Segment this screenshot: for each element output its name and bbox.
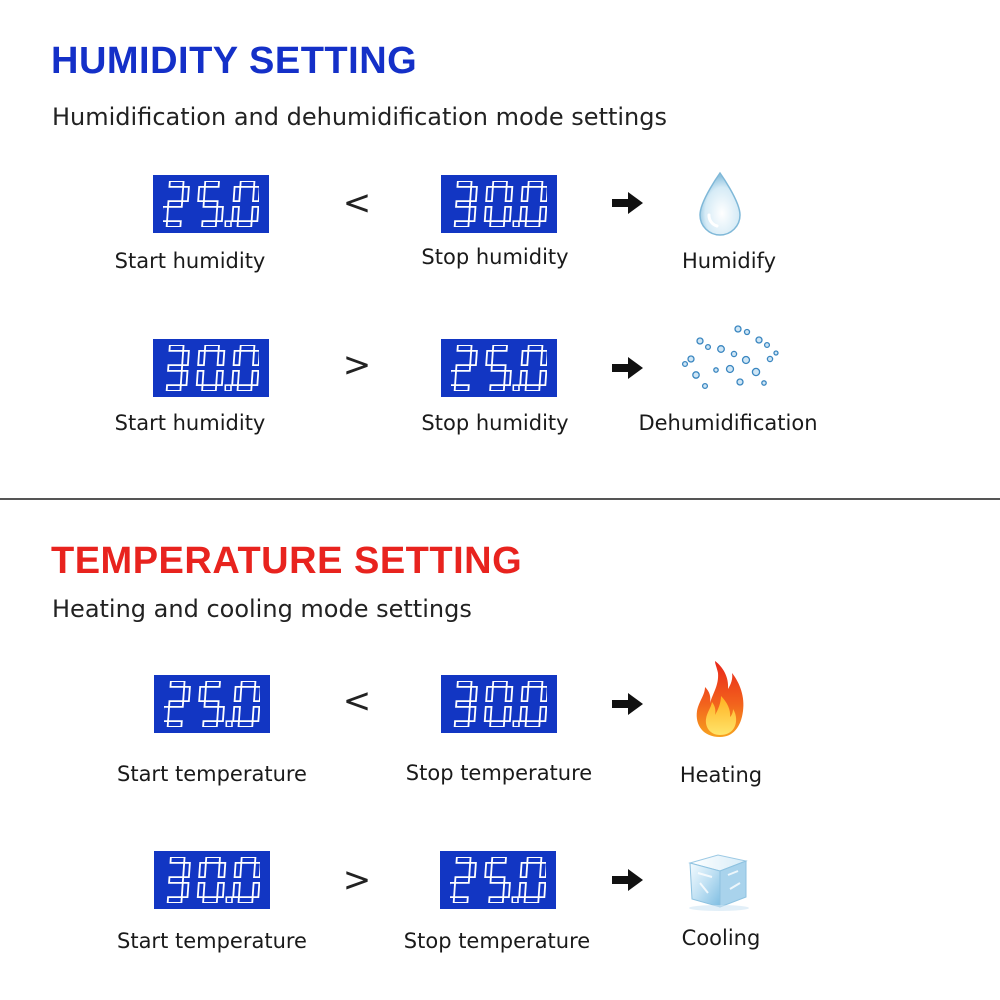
lcd-segment: [503, 883, 510, 897]
lcd-segment: [527, 857, 541, 863]
lcd-decimal-point: [225, 221, 231, 227]
lcd-segment: [234, 187, 241, 201]
lcd-segment: [203, 201, 217, 207]
temperature-section-subtitle: Heating and cooling mode settings: [52, 595, 472, 623]
lcd-digit: [233, 857, 260, 903]
lcd-segment: [168, 201, 182, 207]
start-temperature-display: [154, 851, 270, 909]
lcd-digit: [520, 181, 547, 227]
lcd-digit: [484, 681, 512, 727]
lcd-segment: [240, 181, 254, 187]
lcd-digit: [520, 681, 547, 727]
lcd-segment: [235, 863, 242, 877]
lcd-segment: [164, 707, 169, 721]
lcd-segment: [490, 721, 504, 727]
lcd-digit: [455, 681, 478, 727]
lcd-digit: [164, 681, 190, 727]
lcd-segment: [238, 385, 252, 391]
cooling-row: [0, 851, 1000, 971]
lcd-segment: [239, 721, 253, 727]
start-humidity-display: [153, 175, 269, 233]
lcd-segment: [455, 385, 469, 391]
lcd-digits: [450, 857, 546, 903]
lcd-segment: [490, 385, 504, 391]
lcd-segment: [252, 207, 259, 221]
lcd-segment: [525, 897, 539, 903]
lcd-segment: [506, 687, 513, 701]
lcd-segment: [167, 385, 181, 391]
lcd-segment: [182, 351, 189, 365]
lcd-segment: [170, 857, 184, 863]
lcd-segment: [456, 365, 470, 371]
lcd-segment: [456, 857, 470, 863]
lcd-segment: [232, 207, 239, 221]
lcd-segment: [470, 351, 477, 365]
lcd-segment: [252, 371, 259, 385]
lcd-segment: [253, 707, 260, 721]
lcd-segment: [539, 883, 546, 897]
lcd-segment: [455, 877, 469, 883]
lcd-segment: [485, 863, 492, 877]
lcd-decimal-point: [513, 721, 519, 727]
lcd-segment: [254, 687, 260, 701]
lcd-segment: [522, 351, 529, 365]
lcd-segment: [493, 181, 507, 187]
lcd-digits: [164, 681, 260, 727]
lcd-segment: [199, 863, 206, 877]
heating-label: Heating: [679, 763, 763, 787]
lcd-segment: [469, 863, 476, 877]
temperature-section-title: TEMPERATURE SETTING: [51, 540, 523, 582]
lcd-decimal-point: [226, 897, 232, 903]
stop-humidity-label: Stop humidity: [421, 411, 569, 435]
stop-humidity-label: Stop humidity: [421, 245, 569, 269]
lcd-segment: [206, 681, 220, 687]
lcd-segment: [216, 371, 223, 385]
lcd-segment: [455, 221, 469, 227]
right-arrow-icon: [612, 868, 644, 892]
lcd-digit: [232, 345, 259, 391]
lcd-segment: [521, 863, 528, 877]
lcd-segment: [540, 207, 547, 221]
lcd-digit: [167, 345, 190, 391]
lcd-segment: [169, 181, 183, 187]
lcd-segment: [203, 721, 217, 727]
lcd-segment: [457, 681, 471, 687]
lcd-segment: [540, 371, 547, 385]
lcd-segment: [451, 371, 456, 385]
lcd-segment: [182, 187, 189, 201]
humidity-section-title: HUMIDITY SETTING: [51, 40, 418, 82]
lcd-segment: [457, 345, 471, 351]
start-humidity-display: [153, 339, 269, 397]
humidify-label: Humidify: [681, 249, 776, 273]
lcd-segment: [205, 181, 219, 187]
dehumidify-row: [0, 339, 1000, 459]
lcd-digit: [168, 857, 191, 903]
lcd-segment: [519, 883, 526, 897]
stop-humidity-display: [441, 175, 557, 233]
lcd-digit: [233, 681, 260, 727]
lcd-segment: [168, 721, 182, 727]
right-arrow-icon: [612, 692, 644, 716]
start-temperature-display: [154, 675, 270, 733]
lcd-digit: [197, 857, 225, 903]
lcd-segment: [489, 897, 503, 903]
lcd-segment: [520, 207, 527, 221]
lcd-digit: [163, 181, 189, 227]
lcd-segment: [217, 883, 224, 897]
lcd-segment: [470, 187, 477, 201]
lcd-segment: [254, 863, 260, 877]
section-divider: [0, 498, 1000, 500]
lcd-segment: [253, 351, 259, 365]
lcd-segment: [168, 897, 182, 903]
lcd-segment: [241, 857, 255, 863]
less-than-operator: <: [342, 183, 372, 223]
lcd-segment: [485, 707, 492, 721]
start-humidity-label: Start humidity: [114, 249, 266, 273]
lcd-segment: [183, 687, 190, 701]
humidity-section-subtitle: Humidification and dehumidification mode settings: [52, 103, 667, 131]
lcd-segment: [202, 385, 216, 391]
lcd-segment: [469, 207, 476, 221]
lcd-segment: [169, 877, 183, 883]
lcd-segment: [470, 687, 477, 701]
stop-temperature-label: Stop temperature: [403, 929, 591, 953]
lcd-segment: [526, 221, 540, 227]
lcd-segment: [198, 187, 205, 201]
lcd-segment: [216, 207, 223, 221]
lcd-segment: [183, 863, 190, 877]
lcd-segment: [168, 365, 182, 371]
lcd-segment: [235, 687, 242, 701]
lcd-segment: [504, 707, 511, 721]
lcd-segment: [456, 201, 470, 207]
lcd-segment: [240, 345, 254, 351]
lcd-segment: [526, 721, 540, 727]
right-arrow-icon: [612, 191, 644, 215]
lcd-segment: [181, 371, 188, 385]
lcd-segment: [169, 345, 183, 351]
lcd-segment: [504, 207, 511, 221]
lcd-digit: [484, 345, 512, 391]
lcd-segment: [528, 345, 542, 351]
ice-cube-icon: [684, 849, 754, 911]
lcd-segment: [218, 351, 225, 365]
lcd-segment: [522, 187, 529, 201]
flame-icon: [693, 659, 747, 739]
lcd-decimal-point: [226, 721, 232, 727]
lcd-segment: [454, 897, 468, 903]
lcd-segment: [206, 857, 220, 863]
lcd-segment: [450, 883, 455, 897]
lcd-segment: [219, 863, 226, 877]
lcd-segment: [486, 187, 493, 201]
lcd-decimal-point: [225, 385, 231, 391]
lcd-segment: [528, 681, 542, 687]
lcd-segment: [541, 187, 547, 201]
lcd-segment: [469, 707, 476, 721]
lcd-segment: [232, 371, 239, 385]
lcd-segment: [490, 877, 504, 883]
lcd-digits: [451, 181, 547, 227]
lcd-segment: [163, 207, 168, 221]
lcd-segment: [203, 897, 217, 903]
lcd-digit: [455, 181, 478, 227]
lcd-segment: [541, 687, 547, 701]
stop-temperature-display: [441, 675, 557, 733]
lcd-decimal-point: [513, 221, 519, 227]
lcd-digit: [483, 857, 511, 903]
lcd-segment: [197, 371, 204, 385]
lcd-segment: [233, 707, 240, 721]
lcd-segment: [493, 345, 507, 351]
lcd-segment: [457, 181, 471, 187]
humidify-row: [0, 175, 1000, 295]
lcd-segment: [455, 721, 469, 727]
lcd-segment: [182, 883, 189, 897]
lcd-segment: [167, 221, 181, 227]
lcd-segment: [239, 897, 253, 903]
lcd-digit: [197, 681, 225, 727]
dehumidification-label: Dehumidification: [638, 411, 818, 435]
lcd-segment: [253, 187, 259, 201]
water-droplets-icon: [672, 323, 784, 395]
lcd-digit: [196, 345, 224, 391]
heating-row: [0, 675, 1000, 795]
greater-than-operator: >: [342, 860, 372, 900]
stop-humidity-display: [441, 339, 557, 397]
lcd-segment: [233, 883, 240, 897]
lcd-digits: [451, 345, 547, 391]
lcd-digit: [484, 181, 512, 227]
lcd-digit: [232, 181, 259, 227]
lcd-segment: [541, 351, 547, 365]
lcd-segment: [486, 351, 493, 365]
lcd-segment: [170, 681, 184, 687]
lcd-segment: [522, 687, 529, 701]
lcd-segment: [486, 687, 493, 701]
lcd-segment: [456, 701, 470, 707]
lcd-digit: [196, 181, 224, 227]
greater-than-operator: >: [342, 345, 372, 385]
lcd-segment: [506, 187, 513, 201]
lcd-segment: [198, 351, 205, 365]
lcd-segment: [504, 371, 511, 385]
lcd-digit: [519, 857, 546, 903]
lcd-segment: [169, 701, 183, 707]
lcd-digit: [451, 345, 477, 391]
lcd-digits: [451, 681, 547, 727]
lcd-segment: [241, 681, 255, 687]
stop-temperature-label: Stop temperature: [405, 761, 593, 785]
lcd-segment: [493, 681, 507, 687]
lcd-decimal-point: [513, 385, 519, 391]
lcd-segment: [528, 181, 542, 187]
start-temperature-label: Start temperature: [117, 929, 307, 953]
right-arrow-icon: [612, 356, 644, 380]
lcd-segment: [540, 863, 546, 877]
lcd-segment: [198, 883, 205, 897]
lcd-digit: [450, 857, 476, 903]
less-than-operator: <: [342, 681, 372, 721]
lcd-segment: [199, 687, 206, 701]
lcd-decimal-point: [512, 897, 518, 903]
cooling-label: Cooling: [681, 926, 761, 950]
lcd-digits: [163, 181, 259, 227]
stop-temperature-display: [440, 851, 556, 909]
lcd-segment: [492, 857, 506, 863]
lcd-segment: [217, 707, 224, 721]
lcd-segment: [202, 221, 216, 227]
lcd-segment: [520, 371, 527, 385]
lcd-segment: [540, 707, 547, 721]
start-temperature-label: Start temperature: [117, 762, 307, 786]
lcd-digit: [520, 345, 547, 391]
lcd-segment: [205, 345, 219, 351]
lcd-segment: [485, 207, 492, 221]
water-drop-icon: [697, 171, 743, 237]
lcd-segment: [490, 221, 504, 227]
lcd-segment: [520, 707, 527, 721]
lcd-segment: [234, 351, 241, 365]
lcd-segment: [253, 883, 260, 897]
lcd-segment: [238, 221, 252, 227]
lcd-segment: [204, 701, 218, 707]
lcd-digits: [163, 345, 259, 391]
start-humidity-label: Start humidity: [114, 411, 266, 435]
lcd-segment: [491, 365, 505, 371]
lcd-digits: [164, 857, 260, 903]
lcd-segment: [526, 385, 540, 391]
